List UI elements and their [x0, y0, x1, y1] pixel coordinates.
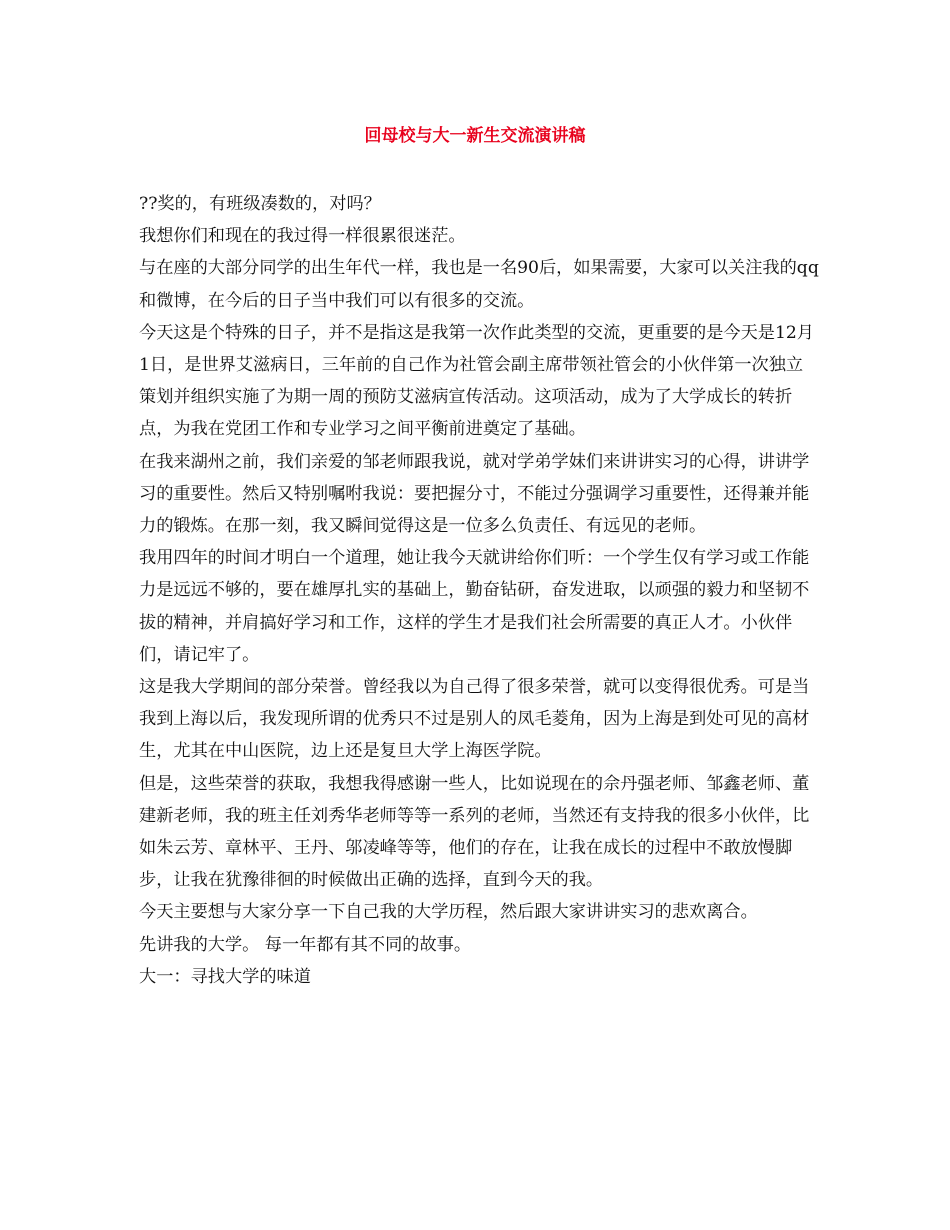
- paragraph: 今天主要想与大家分享一下自己我的大学历程，然后跟大家讲讲实习的悲欢离合。: [139, 902, 758, 923]
- paragraph: 在我来湖州之前，我们亲爱的邹老师跟我说，就对学弟学妹们来讲讲实习的心得，讲讲学习的重要性。然后又特别嘱咐我说：要把握分寸，不能过分强调学习重要性，还得兼并能力的锻炼。在那一刻，我又瞬间觉得这是一位多么负责任、有远见的老师。: [139, 451, 810, 537]
- paragraph: ??奖的，有班级凑数的，对吗？: [139, 194, 381, 214]
- document-body: [139, 188, 819, 993]
- paragraph: 我用四年的时间才明白一个道理，她让我今天就讲给你们听：一个学生仅有学习或工作能力是远远不够的，要在雄厚扎实的基础上，勤奋钻研，奋发进取，以顽强的毅力和坚韧不拔的精神，并肩搞好学习和工作，这样的学生才是我们社会所需要的真正人才。小伙伴们，请记牢了。: [139, 548, 810, 665]
- document-title: 回母校与大一新生交流演讲稿: [364, 126, 586, 146]
- paragraph: 与在座的大部分同学的出生年代一样，我也是一名90后，如果需要，大家可以关注我的qq和微博，在今后的日子当中我们可以有很多的交流。: [139, 258, 819, 311]
- paragraph: 但是，这些荣誉的获取，我想我得感谢一些人，比如说现在的佘丹强老师、邹鑫老师、董建新老师，我的班主任刘秀华老师等等一系列的老师，当然还有支持我的很多小伙伴，比如朱云芳、章林平、王丹、邬凌峰等等，他们的存在，让我在成长的过程中不敢放慢脚步，让我在犹豫徘徊的时候做出正确的选择，直到今天的我。: [139, 773, 810, 891]
- paragraph: 大一：寻找大学的味道: [139, 966, 311, 987]
- paragraph: 我想你们和现在的我过得一样很累很迷茫。: [139, 226, 466, 247]
- paragraph: 这是我大学期间的部分荣誉。曾经我以为自己得了很多荣誉，就可以变得很优秀。可是当我到上海以后，我发现所谓的优秀只不过是别人的凤毛菱角，因为上海是到处可见的高材生，尤其在中山医院，边上还是复旦大学上海医学院。: [139, 677, 810, 762]
- paragraph: 今天这是个特殊的日子，并不是指这是我第一次作此类型的交流，更重要的是今天是12月1日，是世界艾滋病日，三年前的自己作为社管会副主席带领社管会的小伙伴第一次独立策划并组织实施了为期一周的预防艾滋病宣传活动。这项活动，成为了大学成长的转折点，为我在党团工作和专业学习之间平衡前进奠定了基础。: [139, 322, 814, 440]
- paragraph: 先讲我的大学。 每一年都有其不同的故事。: [139, 934, 472, 955]
